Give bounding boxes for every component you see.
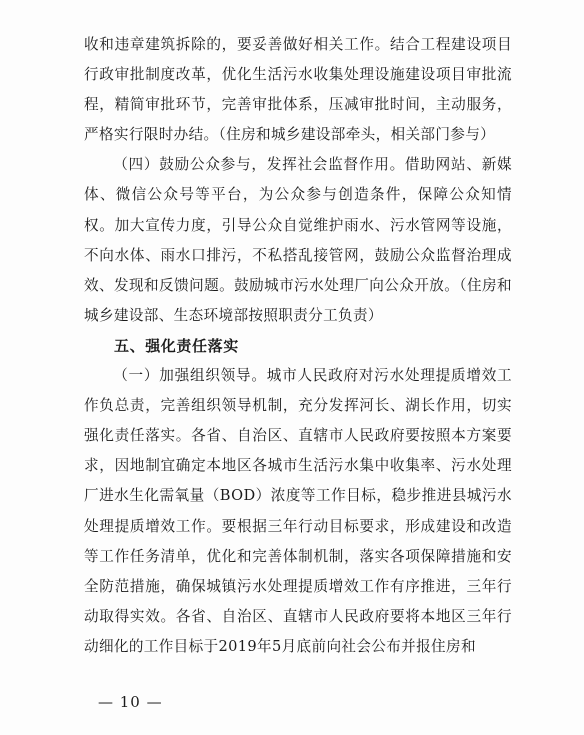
paragraph-continuation: 收和违章建筑拆除的，要妥善做好相关工作。结合工程建设项目行政审批制度改革，优化生活污水收集处理设施建设项目审批流程，精简审批环节，完善审批体系，压减审批时间，主动服务，严格实行限时办结。（住房和城乡建设部牵头，相关部门参与）	[84, 36, 512, 144]
paragraph-item-one: （一）加强组织领导。城市人民政府对污水处理提质增效工作负总责，完善组织领导机制，充分发挥河长、湖长作用，切实强化责任落实。各省、自治区、直辖市人民政府要按照本方案要求，因地制宜确定本地区各城市生活污水集中收集率、污水处理厂进水生化需氧量（BOD）浓度等工作目标，稳步推进县城污水处理提质增效工作。要根据三年行动目标要求，形成建设和改造等工作任务清单，优化和完善体制机制，落实各项保障措施和安全防范措施，确保城镇污水处理提质增效工作有序推进，三年行动取得实效。各省、自治区、直辖市人民政府要将本地区三年行动细化的工作目标于2019年5月底前向社会公布并报住房和	[84, 367, 512, 655]
page-number: — 10 —	[98, 693, 163, 711]
document-body	[84, 30, 512, 662]
section-heading: 五、强化责任落实	[114, 336, 239, 355]
paragraph-item-four: （四）鼓励公众参与，发挥社会监督作用。借助网站、新媒体、微信公众号等平台，为公众参与创造条件，保障公众知情权。加大宣传力度，引导公众自觉维护雨水、污水管网等设施，不向水体、雨水口排污，不私搭乱接管网，鼓励公众监督治理成效、发现和反馈问题。鼓励城市污水处理厂向公众开放。（住房和城乡建设部、生态环境部按照职责分工负责）	[84, 156, 512, 324]
